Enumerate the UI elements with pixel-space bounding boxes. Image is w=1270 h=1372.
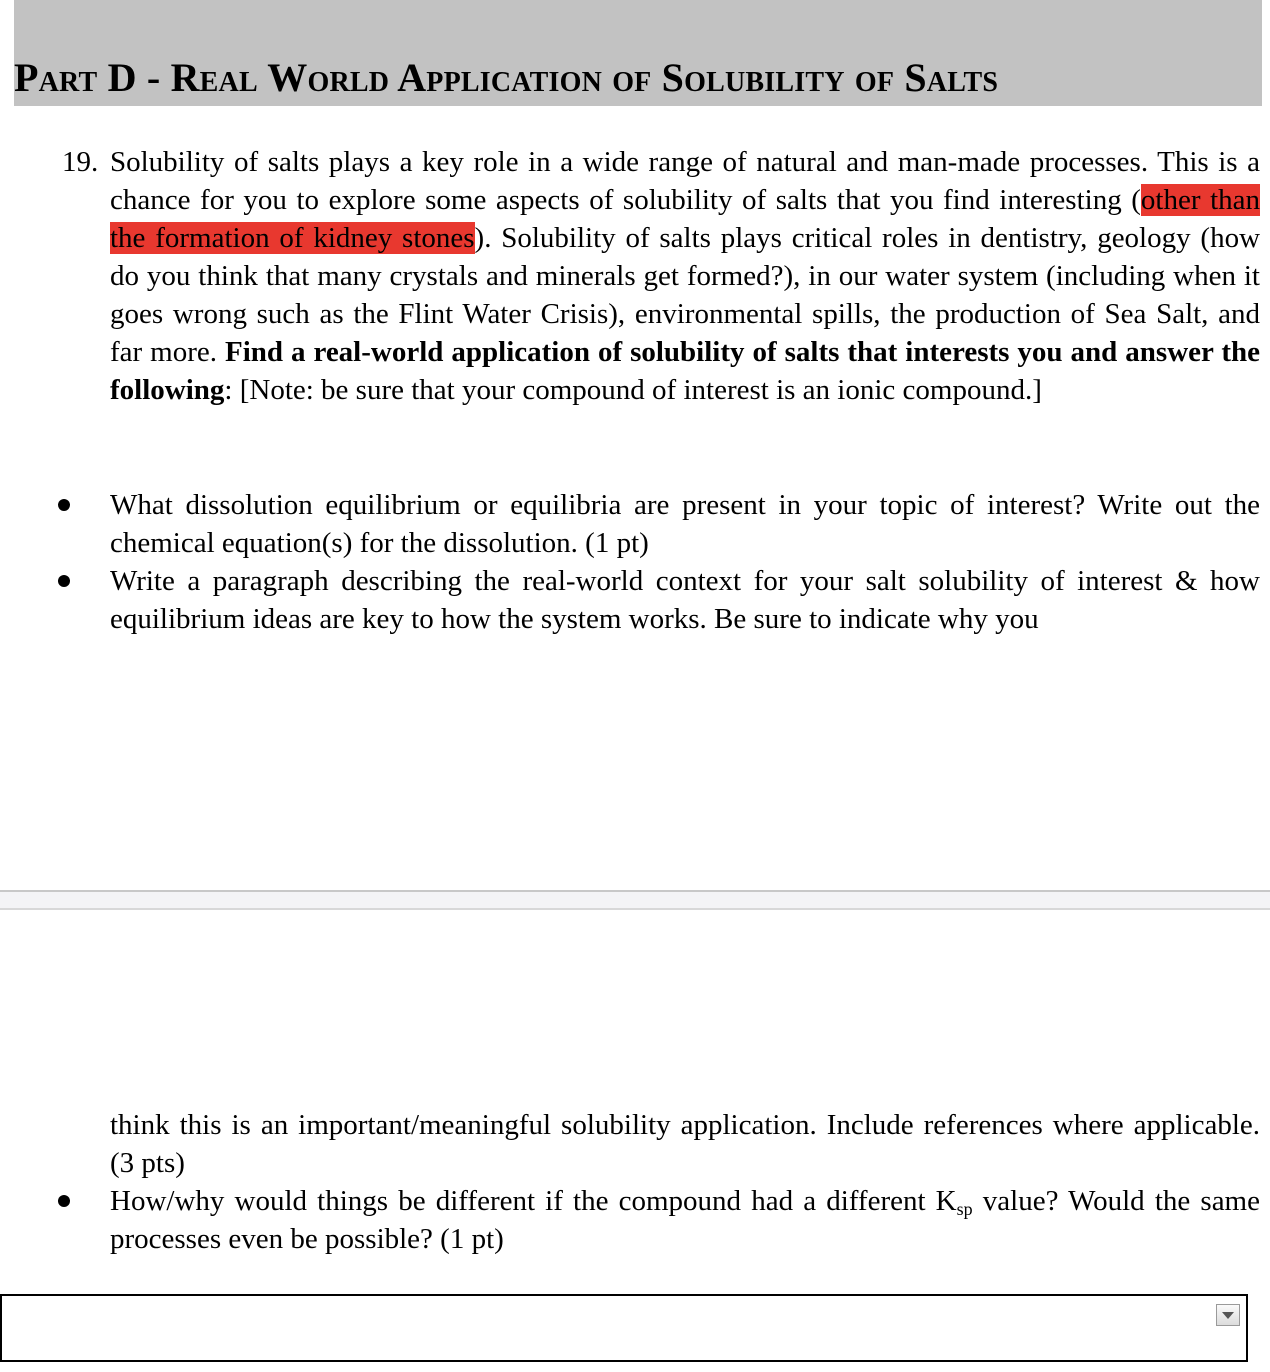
bullet-item-paragraph bbox=[110, 562, 1260, 638]
ksp-text-2: value? Would the same processes even be possible? (1 pt) bbox=[110, 1185, 1260, 1255]
part-title: Part D - Real World Application of Solubility of Salts bbox=[14, 55, 999, 100]
intro-text-2: ). Solubility of salts plays critical roles in dentistry, geology (how do you think that many crystals and minerals get formed?), in our water system (including when it goes wrong such as the Flint Water Crisis), environmental spills, the production of Sea Salt, and far more. bbox=[110, 222, 1261, 368]
bullet-item-ksp bbox=[110, 1182, 1260, 1258]
bullet-list-top bbox=[110, 486, 1260, 638]
page-break-divider bbox=[0, 890, 1270, 910]
bullet-text: What dissolution equilibrium or equilibria are present in your topic of interest? Write out the chemical equation(s) for the dissolution. (1 pt) bbox=[110, 489, 1260, 559]
bullet-item-dissolution bbox=[110, 486, 1260, 562]
bullet-list-bottom bbox=[110, 1182, 1260, 1258]
bullet-text: Write a paragraph describing the real-world context for your salt solubility of interest & how equilibrium ideas are key to how the system works. Be sure to indicate why you bbox=[110, 565, 1260, 635]
note-text: : [Note: be sure that your compound of interest is an ionic compound.] bbox=[224, 374, 1042, 406]
question-number: 19. bbox=[62, 146, 99, 178]
dropdown-button[interactable] bbox=[1216, 1304, 1240, 1326]
answer-input-box[interactable] bbox=[0, 1294, 1248, 1362]
chevron-down-icon bbox=[1222, 1312, 1234, 1319]
bullet-icon bbox=[58, 499, 70, 511]
question-intro bbox=[110, 143, 1260, 409]
bullet-continuation: think this is an important/meaningful solubility application. Include references where applicable. (3 pts) bbox=[110, 1109, 1260, 1179]
highlighted-text: other than the formation of kidney stones bbox=[110, 184, 1260, 254]
bold-instruction: Find a real-world application of solubility of salts that interests you and answer the following bbox=[110, 336, 1260, 406]
bullet-icon bbox=[58, 575, 70, 587]
bullet-icon bbox=[58, 1195, 70, 1207]
ksp-text-1: How/why would things be different if the compound had a different K bbox=[110, 1185, 957, 1217]
ksp-subscript: sp bbox=[956, 1199, 973, 1219]
intro-text-1: Solubility of salts plays a key role in a wide range of natural and man-made processes. This is a chance for you to explore some aspects of solubility of salts that you find interesting ( bbox=[110, 146, 1260, 216]
continued-content bbox=[110, 1106, 1260, 1258]
